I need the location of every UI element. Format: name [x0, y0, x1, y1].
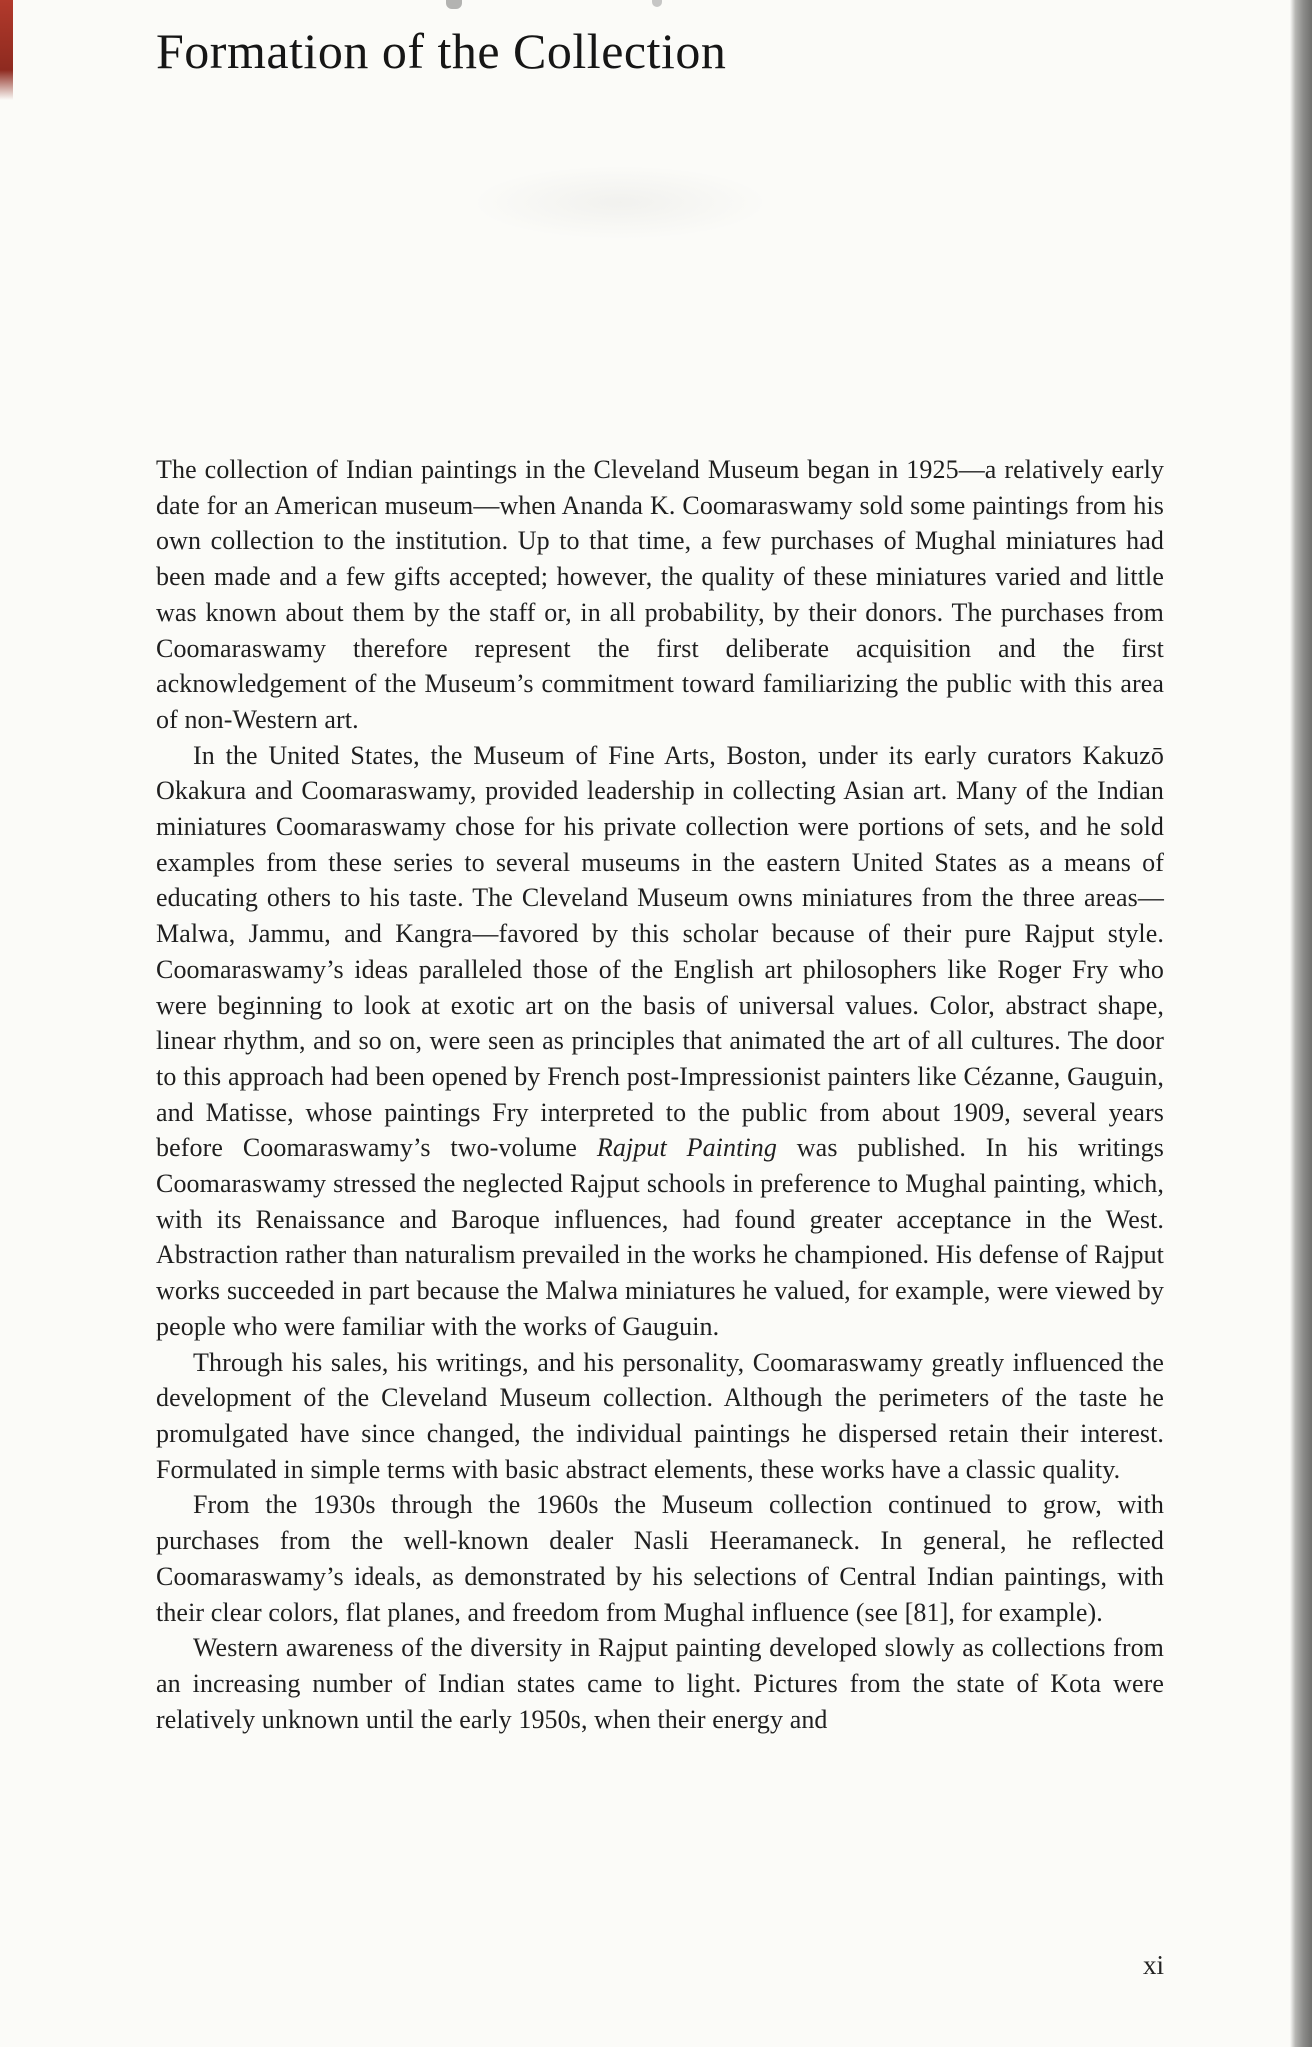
paragraph: Western awareness of the diversity in Rajput painting developed slowly as collections from an increasing number of Indian states came to light. Pictures from the state of Kota were relatively unknown until the early 1950s, when their energy and [156, 1633, 1164, 1734]
body-text [156, 452, 1164, 1737]
page-edge-shadow [1290, 0, 1312, 2047]
paragraph: The collection of Indian paintings in the Cleveland Museum began in 1925—a relatively early date for an American museum—when Ananda K. Coomaraswamy sold some paintings from his own collection to the institution. Up to that time, a few purchases of Mughal miniatures had been made and a few gifts accepted; however, the quality of these miniatures varied and little was known about them by the staff or, in all probability, by their donors. The purchases from Coomaraswamy therefore represent the first deliberate acquisition and the first acknowledgement of the Museum’s commitment toward familiarizing the public with this area of non-Western art. [156, 455, 1164, 734]
scan-artifact [470, 165, 770, 240]
paragraph-text: was published. In his writings Coomaraswamy stressed the neglected Rajput schools in preference to Mughal painting, which, with its Renaissance and Baroque influences, had found greater acceptance in the West. Abstraction rather than naturalism prevailed in the works he championed. His defense of Rajput works succeeded in part because the Malwa miniatures he valued, for example, were viewed by people who were familiar with the works of Gauguin. [156, 1133, 1164, 1341]
page-title: Formation of the Collection [156, 23, 727, 79]
paragraph [156, 738, 1164, 1345]
paragraph: From the 1930s through the 1960s the Museum collection continued to grow, with purchases from the well-known dealer Nasli Heeramaneck. In general, he reflected Coomaraswamy’s ideals, as demonstrated by his selections of Central Indian paintings, with their clear colors, flat planes, and freedom from Mughal influence (see [81], for example). [156, 1490, 1164, 1627]
paragraph-text: In the United States, the Museum of Fine Arts, Boston, under its early curators Kakuzō Okakura and Coomaraswamy, provided leadership in collecting Asian art. Many of the Indian miniatures Coomaraswamy chose for his private collection were portions of sets, and he sold examples from these series to several museums in the eastern United States as a means of educating others to his taste. The Cleveland Museum owns miniatures from the three areas—Malwa, Jammu, and Kangra—favored by this scholar because of their pure Rajput style. Coomaraswamy’s ideas paralleled those of the English art philosophers like Roger Fry who were beginning to look at exotic art on the basis of universal values. Color, abstract shape, linear rhythm, and so on, were seen as principles that animated the art of all cultures. The door to this approach had been opened by French post-Impressionist painters like Cézanne, Gauguin, and Matisse, whose paintings Fry interpreted to the public from about 1909, several years before Coomaraswamy’s two-volume [156, 740, 1164, 1163]
page-number: xi [1142, 1950, 1164, 1980]
scan-artifact [446, 0, 462, 9]
book-title-rajput-painting: Rajput Painting [596, 1133, 777, 1163]
scan-artifact [652, 0, 662, 7]
scan-artifact-red-corner [0, 0, 13, 100]
paragraph: Through his sales, his writings, and his personality, Coomaraswamy greatly influenced the development of the Cleveland Museum collection. Although the perimeters of the taste he promulgated have since changed, the individual paintings he dispersed retain their interest. Formulated in simple terms with basic abstract elements, these works have a classic quality. [156, 1347, 1164, 1484]
